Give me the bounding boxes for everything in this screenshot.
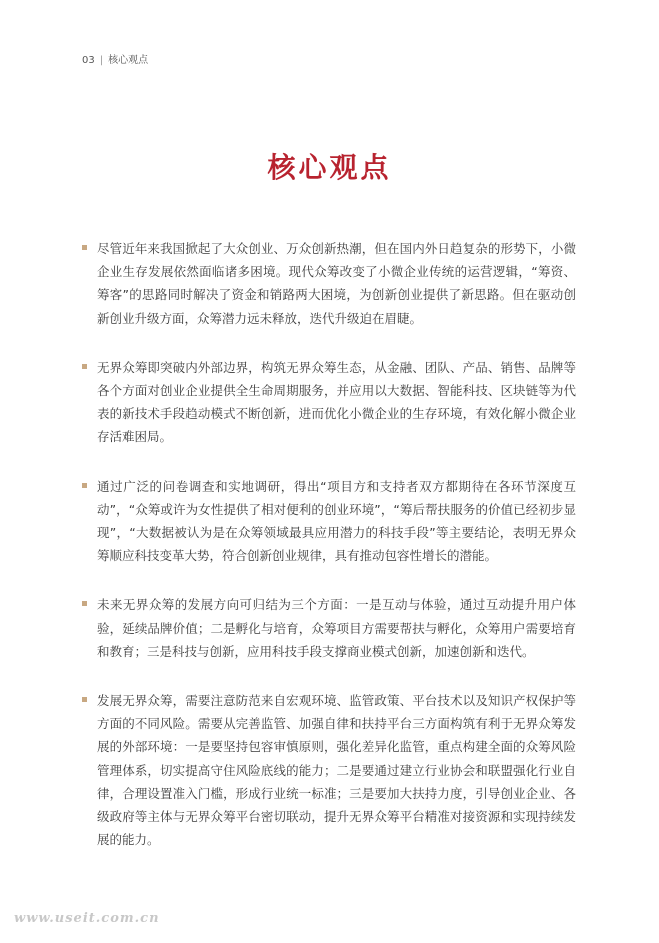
page-number: 03 <box>82 55 95 66</box>
key-point-text: 无界众筹即突破内外部边界，构筑无界众筹生态，从金融、团队、产品、销售、品牌等各个方面对创业企业提供全生命周期服务，并应用以大数据、智能科技、区块链等为代表的新技术手段趋动模式不断创新，进而优化小微企业的生存环境，有效化解小微企业存活难困局。 <box>97 359 576 445</box>
square-bullet-icon <box>82 697 87 702</box>
key-point-text: 通过广泛的问卷调查和实地调研，得出“项目方和支持者双方都期待在各环节深度互动”，“众筹或许为女性提供了相对便利的创业环境”，“筹后帮扶服务的价值已经初步显现”，“大数据被认为是在众筹领域最具应用潜力的科技手段”等主要结论，表明无界众筹顺应科技变革大势，符合创新创业规律，具有推动包容性增长的潜能。 <box>97 478 576 564</box>
page-header <box>82 51 148 66</box>
key-point-3 <box>82 475 576 568</box>
key-point-2 <box>82 356 576 449</box>
key-point-4 <box>82 593 576 663</box>
square-bullet-icon <box>82 245 87 250</box>
page-title: 核心观点 <box>267 151 392 184</box>
watermark: www.useit.com.cn <box>14 911 160 926</box>
key-point-text: 未来无界众筹的发展方向可归结为三个方面：一是互动与体验，通过互动提升用户体验，延续品牌价值；二是孵化与培育，众筹项目方需要帮扶与孵化，众筹用户需要培育和教育；三是科技与创新，应用科技手段支撑商业模式创新，加速创新和迭代。 <box>97 597 576 659</box>
key-point-text: 发展无界众筹，需要注意防范来自宏观环境、监管政策、平台技术以及知识产权保护等方面的不同风险。需要从完善监管、加强自律和扶持平台三方面构筑有利于无界众筹发展的外部环境：一是要坚持包容审慎原则，强化差异化监管，重点构建全面的众筹风险管理体系，切实提高守住风险底线的能力；二是要通过建立行业协会和联盟强化行业自律，合理设置准入门槛，形成行业统一标准；三是要加大扶持力度，引导创业企业、各级政府等主体与无界众筹平台密切联动，提升无界众筹平台精准对接资源和实现持续发展的能力。 <box>97 693 576 848</box>
section-name: 核心观点 <box>108 55 149 66</box>
key-points-list <box>82 237 576 877</box>
square-bullet-icon <box>82 601 87 606</box>
key-point-1 <box>82 237 576 330</box>
key-point-5 <box>82 689 576 851</box>
square-bullet-icon <box>82 483 87 488</box>
square-bullet-icon <box>82 364 87 369</box>
header-separator: | <box>99 55 104 66</box>
key-point-text: 尽管近年来我国掀起了大众创业、万众创新热潮，但在国内外日趋复杂的形势下，小微企业生存发展依然面临诸多困境。现代众筹改变了小微企业传统的运营逻辑，“筹资、筹客”的思路同时解决了资金和销路两大困境，为创新创业提供了新思路。但在驱动创新创业升级方面，众筹潜力远未释放，迭代升级迫在眉睫。 <box>97 241 576 326</box>
